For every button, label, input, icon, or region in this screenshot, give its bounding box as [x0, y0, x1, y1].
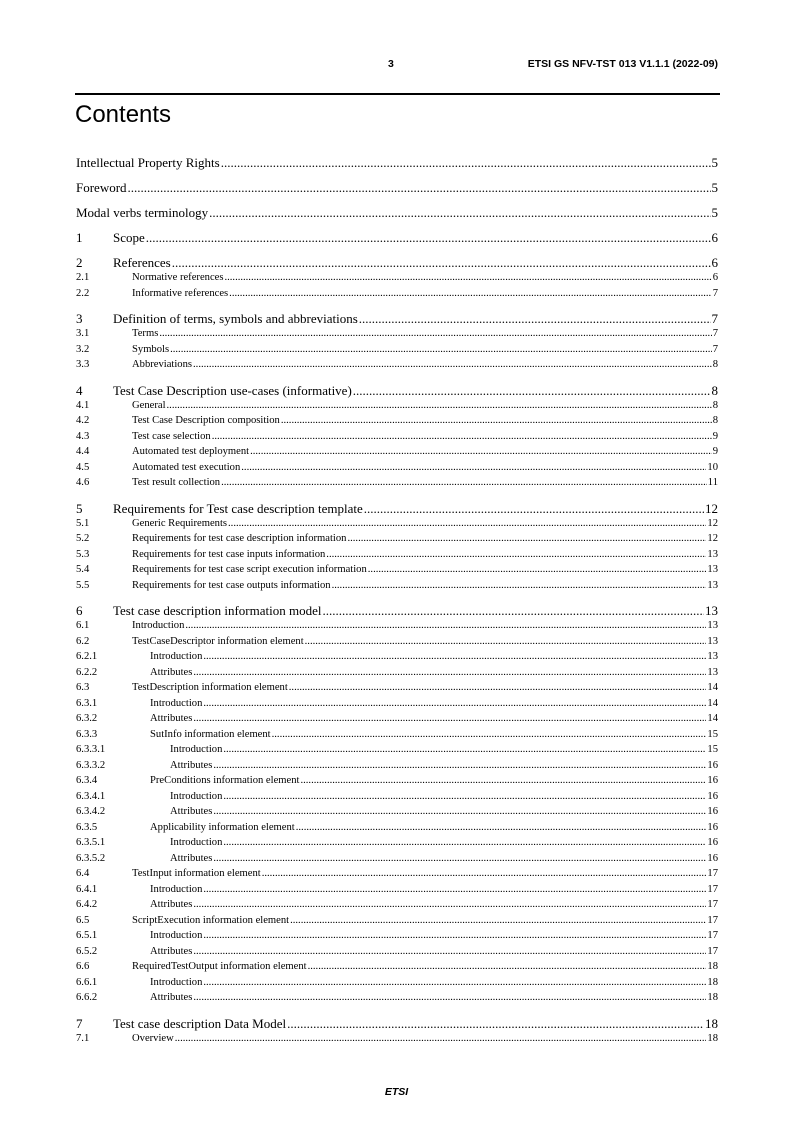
toc-entry-page: 14 [707, 697, 718, 709]
toc-entry[interactable] [76, 975, 718, 991]
toc-entry-title: Introduction [150, 930, 203, 941]
dot-leader [347, 531, 706, 547]
toc-entry-number: 7 [76, 1015, 83, 1031]
toc-entry[interactable] [76, 547, 718, 563]
dot-leader [262, 866, 707, 882]
toc-entry[interactable] [76, 220, 718, 245]
toc-entry[interactable] [76, 913, 718, 929]
toc-entry-title: Definition of terms, symbols and abbreviations [113, 311, 358, 326]
toc-entry-page: 9 [712, 430, 718, 442]
toc-entry-title: Introduction [150, 883, 203, 895]
toc-entry-title: Attributes [150, 666, 193, 678]
footer-etsi: ETSI [384, 1086, 409, 1098]
toc-entry-number: 1 [76, 230, 83, 245]
toc-entry-number: 6.3.3.1 [76, 744, 106, 755]
toc-entry-page: 17 [707, 914, 718, 926]
toc-entry-number: 6.3.3.2 [76, 759, 106, 771]
toc-entry-page: 7 [712, 287, 718, 299]
toc-entry[interactable] [76, 758, 718, 774]
toc-entry[interactable] [76, 990, 718, 1006]
toc-entry-number: 6.1 [76, 620, 90, 631]
toc-entry-page: 13 [707, 635, 718, 647]
toc-entry[interactable] [76, 398, 718, 414]
dot-leader [193, 711, 706, 727]
toc-entry[interactable] [76, 634, 718, 650]
toc-entry-title: Automated test execution [132, 461, 241, 473]
toc-entry-page: 18 [707, 961, 718, 972]
dot-leader [223, 789, 706, 805]
toc-entry[interactable] [76, 578, 718, 594]
toc-entry-title: Attributes [170, 759, 213, 771]
toc-entry[interactable] [76, 711, 718, 727]
dot-leader [209, 205, 710, 220]
toc-entry[interactable] [76, 882, 718, 898]
toc-entry[interactable] [76, 665, 718, 681]
toc-entry-page: 10 [707, 461, 718, 473]
dot-leader [170, 342, 712, 358]
toc-entry[interactable] [76, 475, 718, 491]
toc-entry-number: 6.3.5.2 [76, 852, 106, 864]
toc-entry-title: Intellectual Property Rights [76, 155, 220, 170]
toc-entry-number: 6 [76, 603, 83, 618]
toc-entry-title: Test case selection [132, 430, 211, 442]
toc-entry-number: 6.5 [76, 914, 90, 926]
toc-entry-page: 8 [712, 399, 718, 411]
toc-entry-number: 6.3.2 [76, 713, 98, 724]
toc-entry-title: Normative references [132, 272, 224, 283]
toc-entry-number: 6.3.5 [76, 821, 98, 833]
toc-entry-number: 6.3.4.1 [76, 790, 106, 802]
toc-entry-number: 4.4 [76, 446, 90, 457]
toc-entry[interactable] [76, 145, 718, 170]
toc-entry-page: 15 [707, 728, 718, 740]
toc-entry-number: 2.2 [76, 287, 90, 299]
toc-entry-number: 6.3.5.1 [76, 837, 106, 848]
toc-entry-page: 12 [707, 533, 718, 544]
toc-entry[interactable] [76, 593, 718, 618]
toc-entry-number: 6.6 [76, 961, 90, 972]
dot-leader [359, 311, 711, 326]
toc-entry-title: Requirements for test case outputs information [132, 579, 331, 591]
dot-leader [326, 547, 706, 563]
toc-entry[interactable] [76, 649, 718, 665]
dot-leader [229, 286, 712, 302]
toc-entry-page: 13 [707, 548, 718, 560]
toc-entry-title: Scope [113, 230, 145, 245]
toc-entry-title: Symbols [132, 343, 170, 355]
toc-entry-page: 18 [707, 976, 718, 988]
toc-entry[interactable] [76, 531, 718, 547]
table-of-contents [76, 145, 718, 1046]
dot-leader [287, 1016, 704, 1031]
toc-entry-number: 3 [76, 311, 83, 326]
toc-entry[interactable] [76, 326, 718, 342]
toc-entry[interactable] [76, 413, 718, 429]
toc-entry[interactable] [76, 944, 718, 960]
toc-entry-title: Introduction [170, 790, 223, 802]
toc-entry-number: 6.3.1 [76, 697, 98, 709]
toc-entry-number: 3.2 [76, 343, 90, 355]
toc-entry[interactable] [76, 357, 718, 373]
toc-entry-number: 6.4.2 [76, 899, 98, 910]
dot-leader [300, 773, 706, 789]
toc-entry-number: 4.5 [76, 461, 90, 473]
toc-entry-title: Requirements for test case description information [132, 533, 347, 544]
toc-entry-title: Test result collection [132, 477, 221, 488]
toc-entry-page: 5 [711, 180, 718, 195]
toc-entry[interactable] [76, 727, 718, 743]
dot-leader [223, 742, 706, 758]
toc-entry-number: 4.6 [76, 477, 90, 488]
toc-entry-title: Introduction [170, 837, 223, 848]
toc-entry-number: 6.2 [76, 635, 90, 647]
toc-entry-page: 16 [707, 806, 718, 817]
dot-leader [296, 820, 707, 836]
toc-entry[interactable] [76, 696, 718, 712]
toc-entry-number: 4.3 [76, 430, 90, 442]
toc-entry-page: 17 [707, 868, 718, 879]
dot-leader [308, 959, 707, 975]
dot-leader [213, 804, 706, 820]
toc-entry[interactable] [76, 773, 718, 789]
toc-entry-title: Terms [132, 328, 159, 339]
dot-leader [146, 230, 711, 245]
toc-entry-number: 4.1 [76, 399, 90, 411]
toc-entry-title: References [113, 255, 171, 270]
toc-entry-page: 9 [712, 446, 718, 457]
toc-entry-number: 6.2.1 [76, 651, 98, 662]
toc-entry[interactable] [76, 928, 718, 944]
toc-entry-page: 5 [711, 205, 718, 220]
dot-leader [272, 727, 707, 743]
toc-entry[interactable] [76, 195, 718, 220]
toc-entry-page: 7 [712, 328, 718, 339]
toc-entry-page: 18 [707, 992, 718, 1003]
toc-entry-title: Attributes [150, 992, 193, 1003]
toc-entry-title: Introduction [150, 976, 203, 988]
toc-entry-title: Test case description information model [113, 603, 322, 618]
toc-entry-title: Attributes [150, 899, 193, 910]
toc-entry-page: 16 [707, 837, 718, 848]
toc-entry-title: Requirements for test case inputs information [132, 548, 326, 560]
toc-entry-page: 17 [707, 930, 718, 941]
toc-entry-number: 5 [76, 500, 83, 516]
toc-entry-page: 14 [707, 713, 718, 724]
toc-entry-page: 13 [707, 564, 718, 575]
toc-entry-title: Attributes [150, 945, 193, 957]
toc-entry-page: 13 [705, 603, 718, 618]
toc-entry-number: 6.6.2 [76, 992, 98, 1003]
dot-leader [193, 357, 712, 373]
toc-entry-page: 16 [707, 790, 718, 802]
toc-entry-page: 16 [707, 775, 718, 786]
dot-leader [224, 270, 711, 286]
dot-leader [175, 1031, 707, 1047]
dot-leader [223, 835, 706, 851]
header-rule [75, 93, 720, 95]
toc-entry-title: Test Case Description composition [132, 415, 280, 426]
toc-entry-number: 6.3.4.2 [76, 806, 106, 817]
dot-leader [281, 413, 712, 429]
toc-entry-page: 16 [707, 821, 718, 833]
toc-entry[interactable] [76, 897, 718, 913]
toc-entry-number: 3.1 [76, 328, 90, 339]
toc-entry[interactable] [76, 618, 718, 634]
toc-entry-number: 5.3 [76, 548, 90, 560]
toc-entry-title: Introduction [170, 744, 223, 755]
toc-entry-page: 15 [707, 744, 718, 755]
toc-entry-number: 2 [76, 255, 83, 270]
toc-entry[interactable] [76, 851, 718, 867]
toc-entry-title: General [132, 399, 166, 411]
toc-entry-page: 8 [711, 382, 718, 398]
toc-entry-page: 7 [712, 343, 718, 355]
dot-leader [305, 634, 707, 650]
toc-entry-title: Abbreviations [132, 359, 193, 370]
toc-entry[interactable] [76, 170, 718, 195]
toc-entry-number: 5.1 [76, 517, 90, 529]
toc-entry[interactable] [76, 286, 718, 302]
dot-leader [332, 578, 707, 594]
toc-entry[interactable] [76, 342, 718, 358]
toc-entry-number: 6.4.1 [76, 883, 98, 895]
toc-entry-page: 17 [707, 899, 718, 910]
toc-entry-number: 6.2.2 [76, 666, 98, 678]
dot-leader [250, 444, 712, 460]
dot-leader [203, 975, 706, 991]
toc-entry-number: 3.3 [76, 359, 90, 370]
toc-entry[interactable] [76, 959, 718, 975]
toc-entry-number: 6.3.3 [76, 728, 98, 740]
toc-entry-title: Modal verbs terminology [76, 205, 209, 220]
toc-entry[interactable] [76, 820, 718, 836]
dot-leader [167, 398, 712, 414]
dot-leader [203, 696, 706, 712]
dot-leader [213, 758, 706, 774]
dot-leader [221, 155, 711, 170]
toc-entry[interactable] [76, 562, 718, 578]
document-id: ETSI GS NFV-TST 013 V1.1.1 (2022-09) [527, 58, 718, 70]
toc-entry-number: 6.3.4 [76, 775, 98, 786]
dot-leader [193, 990, 706, 1006]
dot-leader [241, 460, 706, 476]
toc-entry-page: 16 [707, 759, 718, 771]
toc-entry-page: 16 [707, 852, 718, 864]
toc-entry[interactable] [76, 444, 718, 460]
toc-entry-number: 6.5.2 [76, 945, 98, 957]
toc-entry[interactable] [76, 804, 718, 820]
toc-entry-page: 5 [711, 155, 718, 170]
toc-entry-title: Introduction [132, 620, 185, 631]
toc-entry-page: 13 [707, 651, 718, 662]
toc-entry-title: TestInput information element [132, 868, 261, 879]
toc-entry[interactable] [76, 460, 718, 476]
toc-entry[interactable] [76, 866, 718, 882]
dot-leader [322, 603, 704, 618]
toc-entry-title: Introduction [150, 651, 203, 662]
toc-entry[interactable] [76, 835, 718, 851]
toc-entry-page: 13 [707, 620, 718, 631]
toc-entry[interactable] [76, 680, 718, 696]
toc-entry-title: Introduction [150, 697, 203, 709]
toc-entry-title: ScriptExecution information element [132, 914, 290, 926]
toc-entry[interactable] [76, 491, 718, 516]
toc-entry-title: Generic Requirements [132, 517, 228, 529]
toc-entry[interactable] [76, 270, 718, 286]
toc-entry-page: 11 [707, 477, 718, 488]
toc-entry-title: Applicability information element [150, 821, 295, 833]
dot-leader [159, 326, 711, 342]
toc-entry-title: Requirements for test case script execution information [132, 564, 367, 575]
toc-entry[interactable] [76, 742, 718, 758]
dot-leader [213, 851, 706, 867]
toc-entry-page: 8 [712, 359, 718, 370]
dot-leader [221, 475, 707, 491]
toc-entry-title: Overview [132, 1032, 174, 1044]
dot-leader [128, 180, 711, 195]
toc-entry[interactable] [76, 245, 718, 270]
dot-leader [193, 665, 706, 681]
toc-entry[interactable] [76, 301, 718, 326]
dot-leader [212, 429, 712, 445]
dot-leader [193, 897, 706, 913]
page-number: 3 [388, 58, 394, 70]
toc-entry-page: 13 [707, 579, 718, 591]
toc-entry-title: Requirements for Test case description template [113, 500, 363, 516]
dot-leader [193, 944, 706, 960]
toc-entry[interactable] [76, 429, 718, 445]
page-title: Contents [75, 101, 172, 128]
toc-entry-page: 6 [711, 230, 718, 245]
dot-leader [353, 383, 711, 398]
toc-entry[interactable] [76, 1006, 718, 1031]
toc-entry-number: 4.2 [76, 415, 90, 426]
toc-entry[interactable] [76, 789, 718, 805]
dot-leader [185, 618, 706, 634]
toc-entry-title: Test case description Data Model [113, 1015, 287, 1031]
toc-entry-number: 2.1 [76, 272, 90, 283]
toc-entry[interactable] [76, 373, 718, 398]
toc-entry-title: Automated test deployment [132, 446, 250, 457]
toc-entry-number: 6.3 [76, 682, 90, 693]
toc-entry-page: 13 [707, 666, 718, 678]
toc-entry-number: 5.5 [76, 579, 90, 591]
dot-leader [228, 516, 706, 532]
toc-entry-title: TestDescription information element [132, 682, 288, 693]
dot-leader [290, 913, 706, 929]
toc-entry-title: Foreword [76, 180, 127, 195]
toc-entry-page: 12 [707, 517, 718, 529]
toc-entry[interactable] [76, 1031, 718, 1047]
toc-entry-title: PreConditions information element [150, 775, 300, 786]
dot-leader [203, 649, 706, 665]
toc-entry-number: 6.5.1 [76, 930, 98, 941]
dot-leader [368, 562, 707, 578]
toc-entry-title: Informative references [132, 287, 229, 299]
toc-entry-page: 14 [707, 682, 718, 693]
toc-entry-title: SutInfo information element [150, 728, 271, 740]
toc-entry-title: TestCaseDescriptor information element [132, 635, 304, 647]
toc-entry-page: 12 [705, 500, 718, 516]
toc-entry-number: 7.1 [76, 1032, 90, 1044]
dot-leader [364, 501, 704, 516]
toc-entry-number: 6.6.1 [76, 976, 98, 988]
toc-entry-title: Attributes [150, 713, 193, 724]
toc-entry-page: 18 [707, 1032, 718, 1044]
toc-entry-page: 7 [711, 311, 718, 326]
toc-entry-page: 6 [712, 272, 718, 283]
dot-leader [172, 255, 711, 270]
toc-entry-title: RequiredTestOutput information element [132, 961, 307, 972]
toc-entry-number: 6.4 [76, 868, 90, 879]
toc-entry-page: 18 [705, 1015, 718, 1031]
toc-entry[interactable] [76, 516, 718, 532]
toc-entry-number: 4 [76, 382, 83, 398]
dot-leader [203, 928, 706, 944]
toc-entry-page: 6 [711, 255, 718, 270]
toc-entry-number: 5.4 [76, 564, 90, 575]
toc-entry-title: Test Case Description use-cases (informative) [113, 382, 352, 398]
toc-entry-title: Attributes [170, 806, 213, 817]
dot-leader [203, 882, 706, 898]
dot-leader [289, 680, 707, 696]
toc-entry-number: 5.2 [76, 533, 90, 544]
toc-entry-title: Attributes [170, 852, 213, 864]
toc-entry-page: 17 [707, 945, 718, 957]
toc-entry-page: 8 [712, 415, 718, 426]
toc-entry-page: 17 [707, 883, 718, 895]
